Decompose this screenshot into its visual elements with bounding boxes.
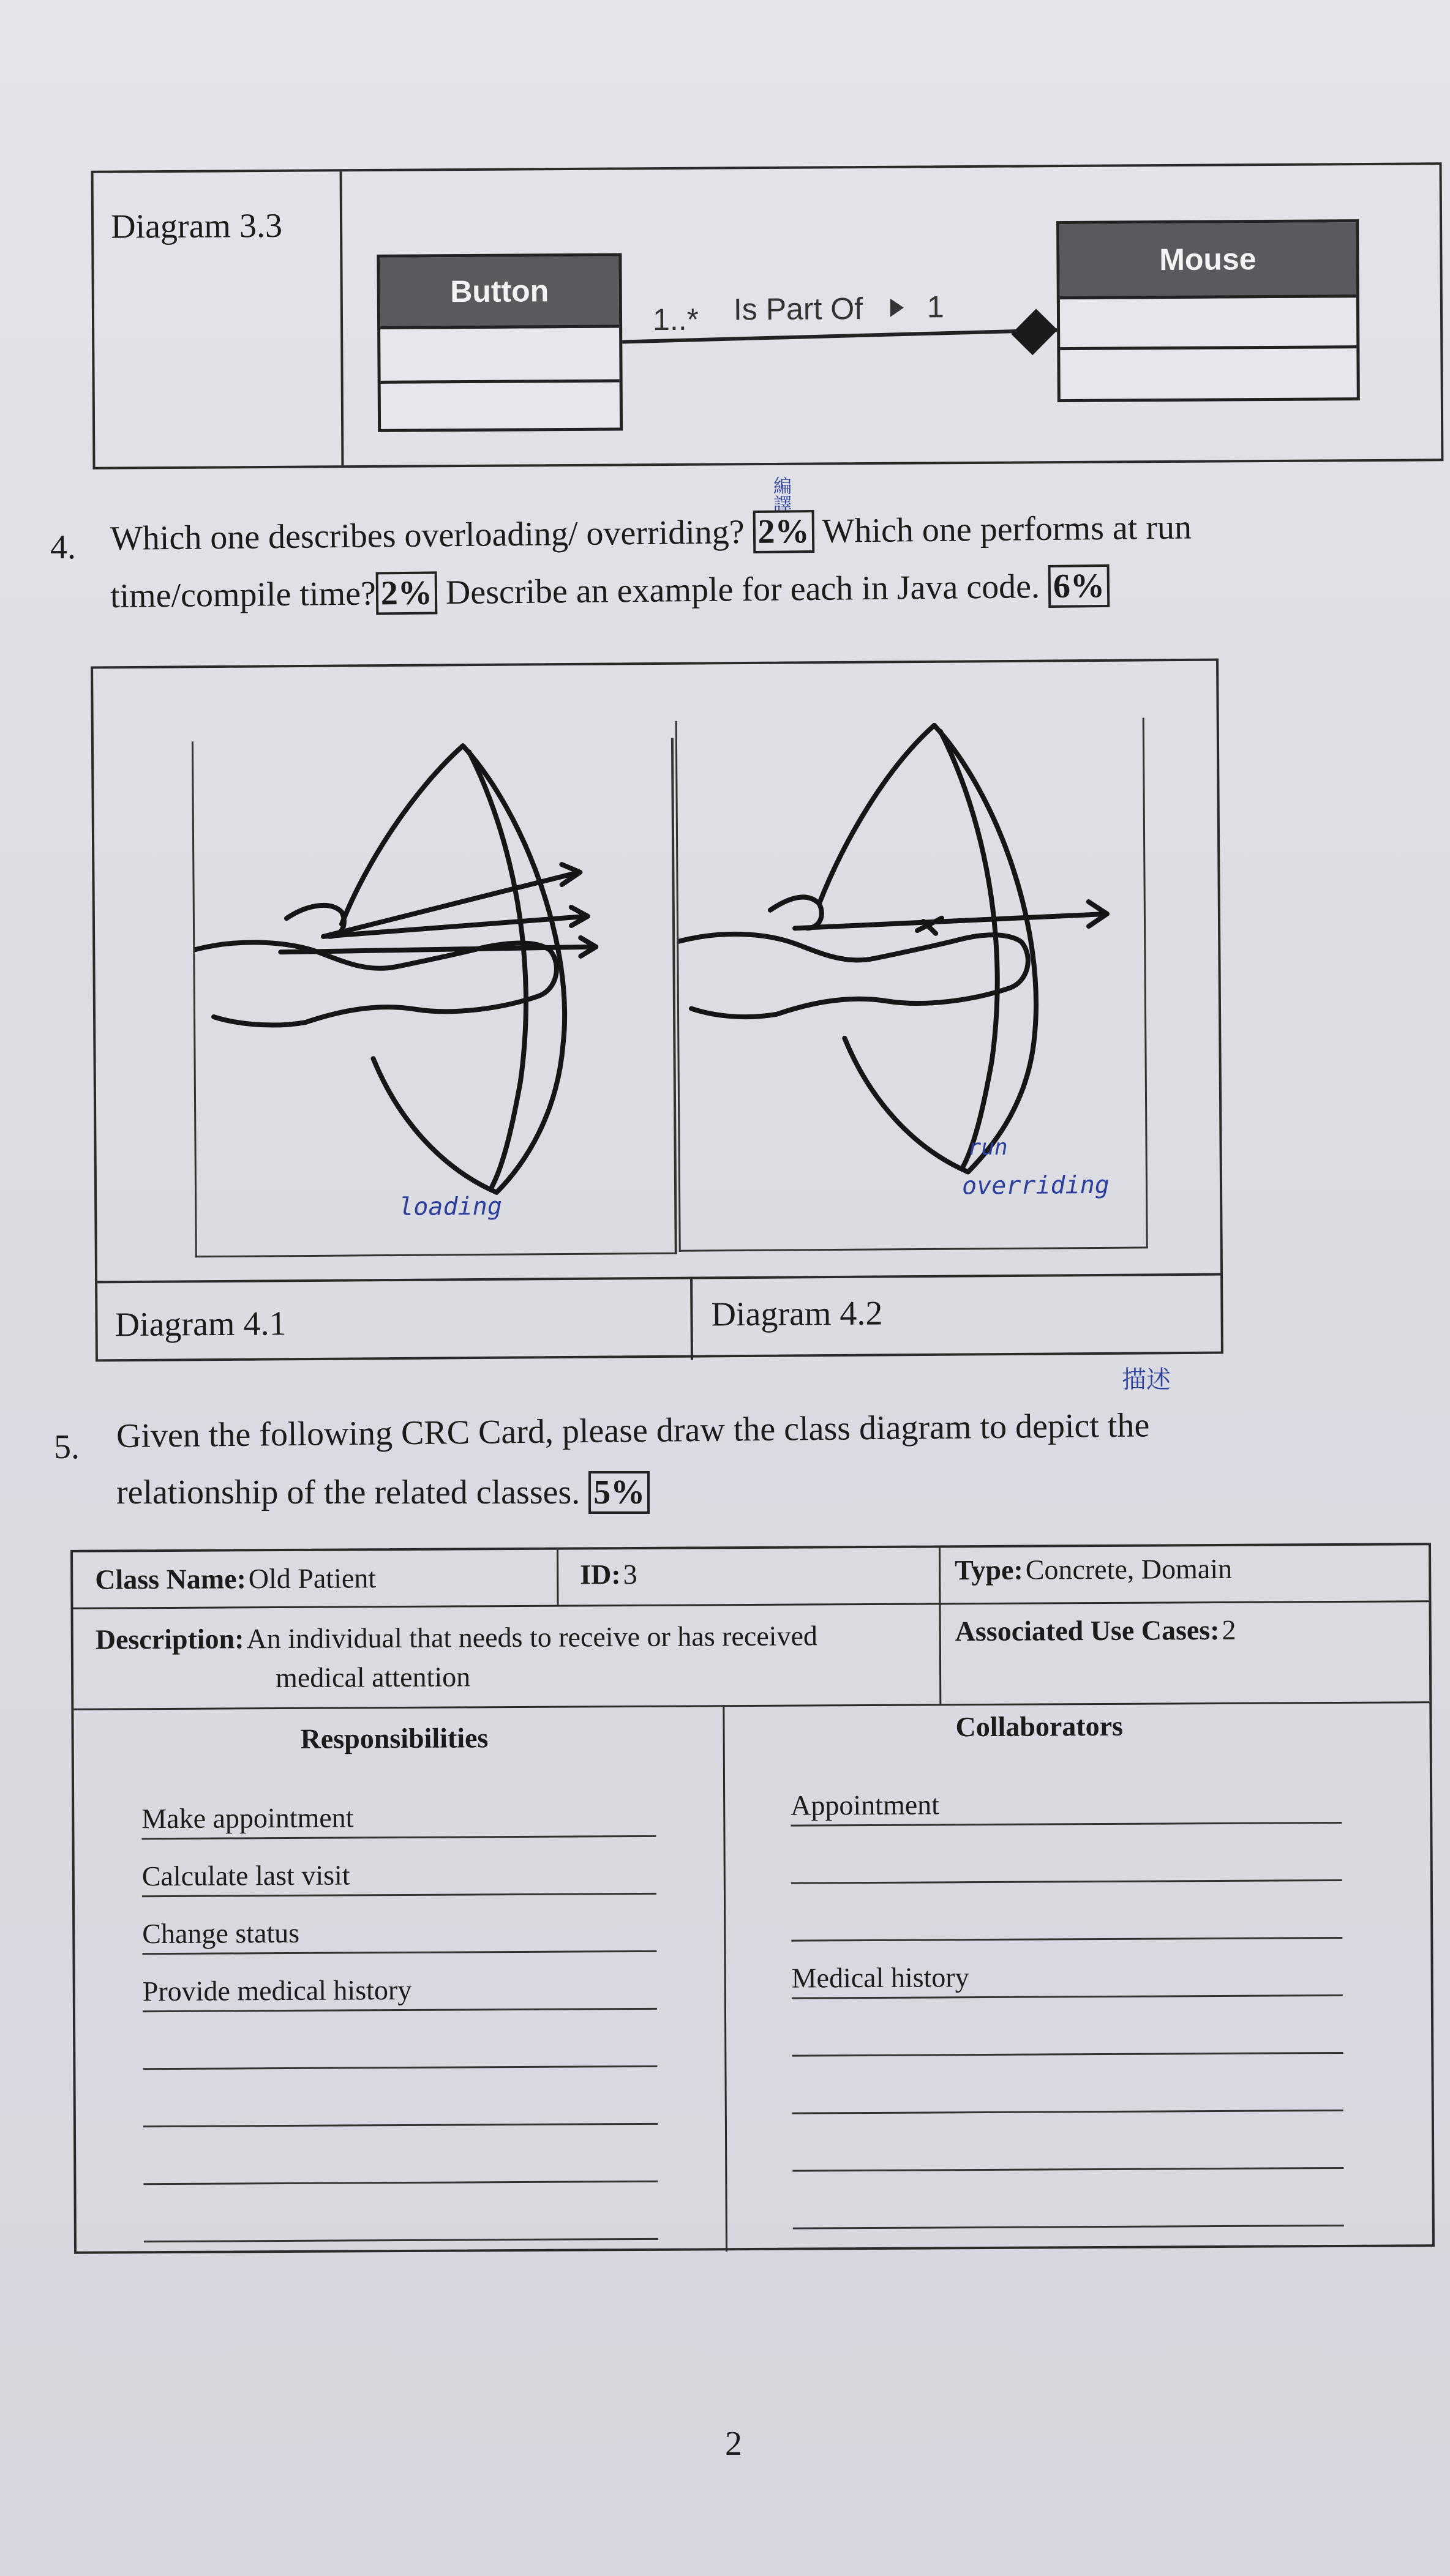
- diagram-4-1-panel: [192, 738, 677, 1257]
- crc-collaborator-row: [792, 2171, 1343, 2230]
- q4-text4: Describe an example for each in Java code.: [445, 567, 1040, 612]
- crc-collaborator-row: [792, 2114, 1343, 2172]
- crc-body-split: [723, 1705, 727, 2252]
- crc-responsibility-row: [142, 1897, 656, 1955]
- crc-collaborator-line: [791, 1879, 1342, 1884]
- diagram-4-1-caption: Diagram 4.1: [115, 1305, 287, 1344]
- q4-percent-1: 2%: [753, 510, 814, 553]
- crc-collaborators-list: [791, 1769, 1342, 1994]
- diagram-3-3-label: Diagram 3.3: [110, 206, 283, 246]
- crc-use-cases-label: Associated Use Cases:: [955, 1614, 1220, 1647]
- handwriting-run: run: [967, 1135, 1008, 1161]
- crc-responsibility-line: [143, 2123, 658, 2127]
- crc-description: [96, 1619, 817, 1655]
- crc-responsibility-row: [143, 2012, 657, 2070]
- crc-type-label: Type:: [955, 1554, 1023, 1586]
- crc-responsibility-line: [143, 2008, 657, 2012]
- q5-chinese-annotation: 描述: [1122, 1366, 1171, 1394]
- crc-responsibility-line: [144, 2238, 658, 2242]
- crc-responsibility-line: [142, 1950, 656, 1955]
- q4-chinese-annotation: 編譯: [770, 476, 791, 513]
- crc-collaborator-line: [791, 1822, 1342, 1827]
- multiplicity-left: 1..*: [652, 302, 699, 337]
- crc-responsibility-text: Make appointment: [141, 1802, 354, 1835]
- multiplicity-right: 1: [926, 290, 944, 324]
- button-class-attributes: [380, 328, 620, 383]
- crc-id: [580, 1558, 637, 1590]
- crc-collaborator-line: [792, 1994, 1343, 1999]
- crc-collaborator-row: [791, 1941, 1342, 1999]
- crc-collaborator-text: Medical history: [791, 1961, 969, 1994]
- crc-responsibility-row: [141, 1782, 656, 1840]
- diagram-4-caption-split: [690, 1277, 693, 1360]
- crc-collaborator-text: Appointment: [791, 1789, 940, 1821]
- crc-responsibilities-list: [141, 1782, 656, 2007]
- crc-description-line1: An individual that needs to receive or has received: [246, 1620, 818, 1655]
- q4-text3: time/compile time?: [110, 574, 377, 615]
- crc-responsibilities-header: Responsibilities: [300, 1722, 489, 1754]
- crc-collaborator-line: [792, 2110, 1343, 2114]
- crc-collaborator-row: [792, 1999, 1343, 2057]
- q4-text2: Which one performs at run: [822, 508, 1192, 550]
- crc-collaborator-row: [791, 1826, 1342, 1884]
- crc-collaborator-row: [791, 1769, 1342, 1827]
- direction-arrow-icon: [890, 299, 904, 317]
- diagram-4-caption-divider: [97, 1273, 1220, 1284]
- q5-text2: relationship of the related classes.: [116, 1473, 580, 1511]
- crc-row2-divider: [73, 1701, 1429, 1710]
- association-label: Is Part Of: [733, 291, 863, 327]
- crc-responsibility-row: [142, 1955, 656, 2012]
- q4-percent-2: 2%: [375, 571, 437, 615]
- archer-bow-drawing-left: [193, 738, 675, 1256]
- q4-line2: [110, 566, 1110, 615]
- handwriting-overriding: overriding: [961, 1170, 1110, 1200]
- handwriting-loading: loading: [399, 1192, 502, 1221]
- crc-collaborator-line: [791, 1937, 1342, 1942]
- crc-id-label: ID:: [580, 1559, 621, 1590]
- diagram-4-2-caption: Diagram 4.2: [711, 1294, 883, 1334]
- crc-class-name: [95, 1562, 376, 1595]
- page-number: 2: [725, 2425, 742, 2463]
- crc-responsibility-row: [142, 1840, 656, 1897]
- crc-class-name-value: Old Patient: [248, 1562, 377, 1595]
- crc-type-split: [939, 1548, 941, 1704]
- crc-description-line2: medical attention: [275, 1661, 471, 1694]
- crc-card: [70, 1543, 1435, 2254]
- crc-id-value: 3: [623, 1558, 637, 1590]
- archer-bow-drawing-right: [677, 717, 1146, 1249]
- q4-number: 4.: [50, 528, 76, 566]
- crc-collaborators-header: Collaborators: [955, 1710, 1124, 1743]
- crc-responsibility-text: Calculate last visit: [141, 1859, 350, 1892]
- composition-diamond: [1011, 309, 1057, 355]
- mouse-class-attributes: [1060, 298, 1356, 350]
- crc-collaborator-line: [792, 2167, 1343, 2172]
- crc-collaborator-line: [792, 2052, 1343, 2057]
- crc-type-value: Concrete, Domain: [1025, 1552, 1233, 1586]
- crc-class-name-label: Class Name:: [95, 1563, 246, 1595]
- q4-percent-3: 6%: [1048, 564, 1110, 608]
- mouse-class-name: Mouse: [1059, 222, 1356, 299]
- crc-collaborator-row: [791, 1884, 1342, 1942]
- crc-responsibility-text: Provide medical history: [142, 1974, 412, 2007]
- q5-line2: [116, 1475, 650, 1510]
- q4-text1: Which one describes overloading/ overriding?: [110, 513, 745, 558]
- crc-id-split: [557, 1550, 558, 1605]
- crc-responsibility-row: [143, 2185, 658, 2242]
- crc-use-cases-value: 2: [1222, 1614, 1236, 1646]
- diagram-3-3-divider: [340, 171, 344, 465]
- crc-description-label: Description:: [95, 1623, 244, 1655]
- crc-responsibility-line: [143, 2181, 658, 2185]
- diagram-4-2-panel: [675, 717, 1148, 1251]
- q5-number: 5.: [54, 1428, 80, 1466]
- crc-row1-divider: [73, 1600, 1429, 1609]
- crc-responsibility-line: [143, 2065, 657, 2070]
- diagram-3-3-frame: [91, 162, 1444, 469]
- diagram-4-frame: [91, 659, 1223, 1362]
- button-class-box: [377, 253, 623, 432]
- crc-responsibility-row: [143, 2127, 658, 2185]
- crc-responsibility-row: [143, 2070, 657, 2127]
- q5-text1: Given the following CRC Card, please draw the class diagram to depict the: [116, 1406, 1150, 1455]
- button-class-name: Button: [380, 256, 619, 329]
- q4-line1: [110, 508, 1192, 558]
- crc-collaborator-line: [793, 2225, 1344, 2230]
- crc-collaborator-row: [792, 2056, 1343, 2114]
- crc-use-cases: [955, 1614, 1236, 1647]
- crc-responsibility-line: [141, 1835, 656, 1840]
- q5-percent: 5%: [588, 1471, 650, 1514]
- crc-responsibility-text: Change status: [142, 1917, 300, 1950]
- mouse-class-box: [1056, 219, 1360, 402]
- crc-responsibility-line: [142, 1893, 656, 1897]
- crc-type: [955, 1552, 1232, 1586]
